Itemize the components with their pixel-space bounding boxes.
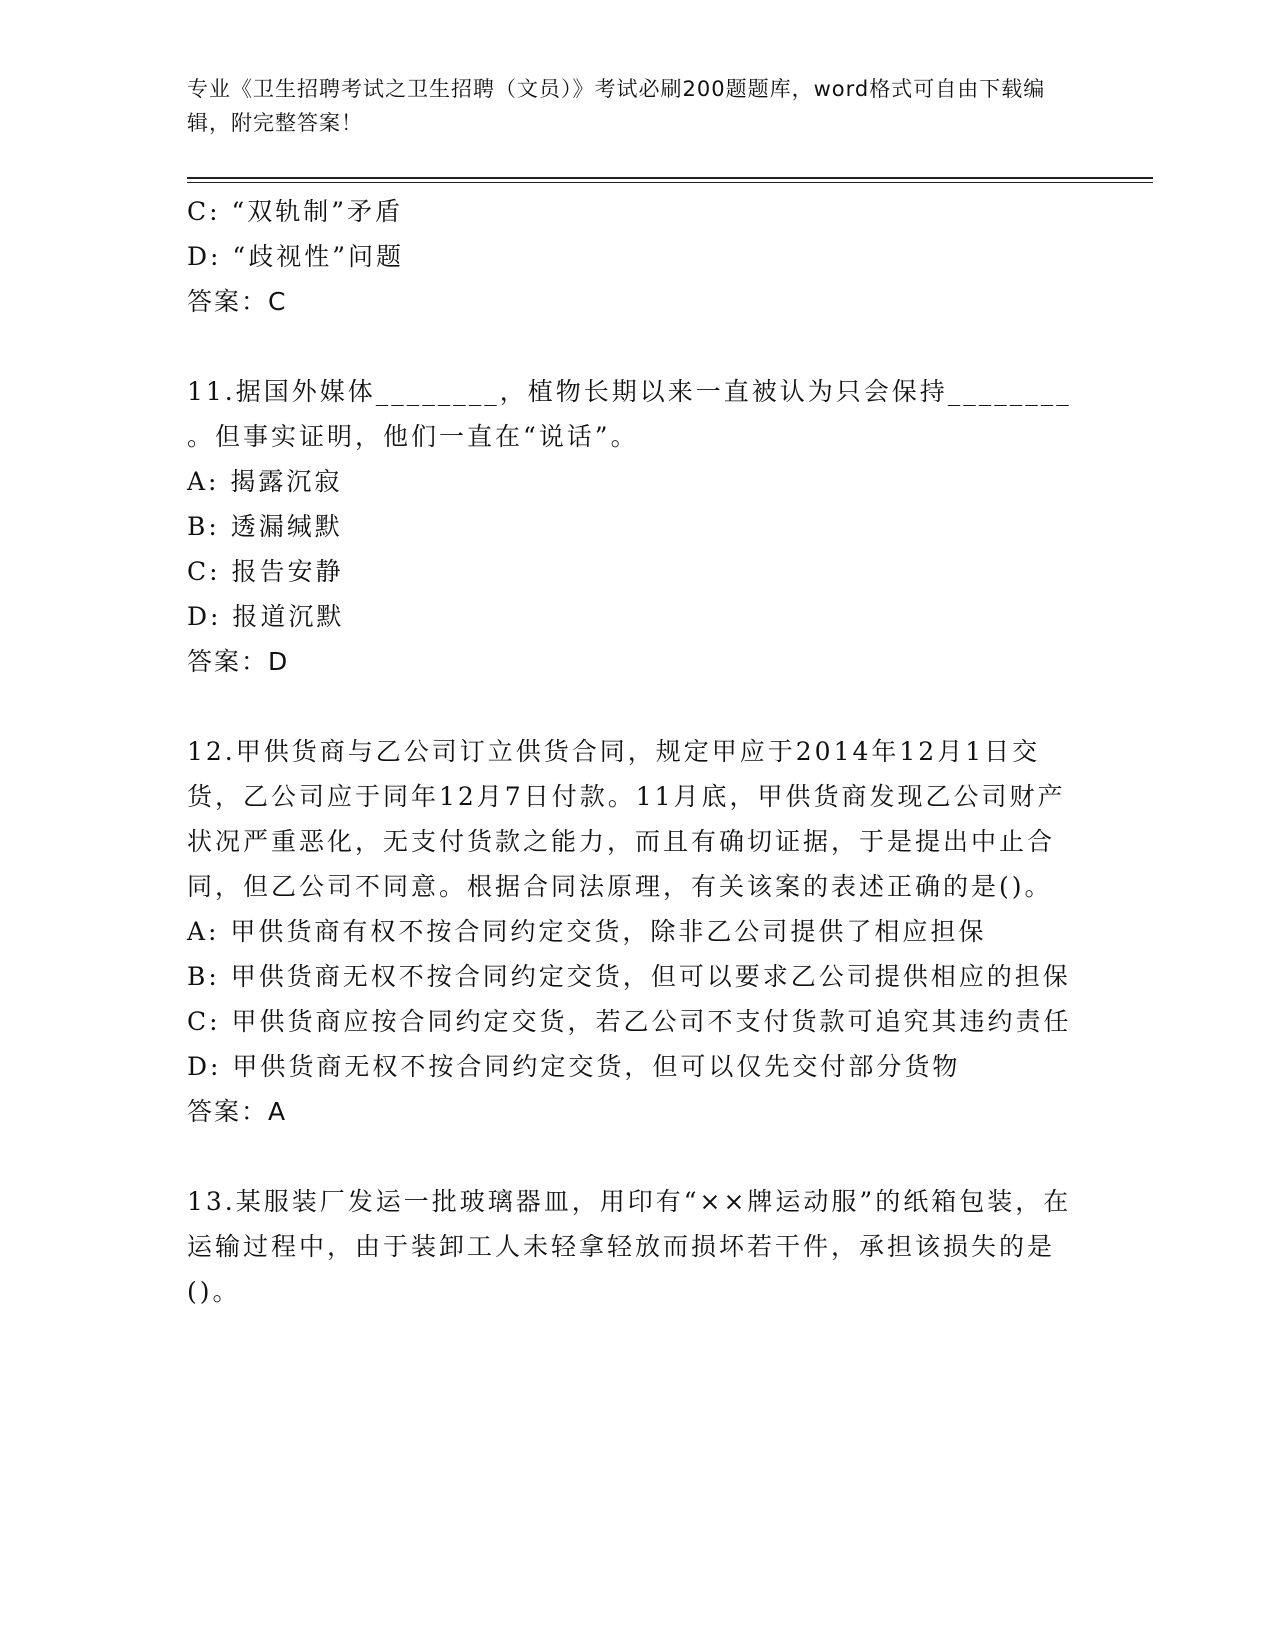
question-stem: 12.甲供货商与乙公司订立供货合同，规定甲应于2014年12月1日交货，乙公司应于同年12月7日付款。11月底，甲供货商发现乙公司财产状况严重恶化，无支付货款之能力，而且有确切证据，于是提出中止合同，但乙公司不同意。根据合同法原理，有关该案的表述正确的是()。 <box>187 737 1066 901</box>
option-a: A: 甲供货商有权不按合同约定交货，除非乙公司提供了相应担保 <box>187 917 987 946</box>
document-header: 专业《卫生招聘考试之卫生招聘（文员）》考试必刷200题题库，word格式可自由下载编辑，附完整答案！ <box>187 77 1046 135</box>
option-d: D: 报道沉默 <box>187 602 345 631</box>
question-13 <box>187 1179 1077 1314</box>
option-b: B: 透漏缄默 <box>187 512 343 541</box>
option-c: C: “双轨制”矛盾 <box>187 197 404 226</box>
question-11 <box>187 369 1077 684</box>
answer: 答案：A <box>187 1097 288 1126</box>
spacer <box>187 684 1077 729</box>
spacer <box>187 324 1077 369</box>
header-rule-thick <box>187 177 1153 179</box>
option-d: D: “歧视性”问题 <box>187 242 404 271</box>
header-rule-thin <box>187 182 1153 183</box>
option-d: D: 甲供货商无权不按合同约定交货，但可以仅先交付部分货物 <box>187 1052 961 1081</box>
question-stem: 13.某服装厂发运一批玻璃器皿，用印有“××牌运动服”的纸箱包装，在运输过程中，由于装卸工人未轻拿轻放而损坏若干件，承担该损失的是()。 <box>187 1187 1072 1306</box>
spacer <box>187 1134 1077 1179</box>
question-stem-continued: 。但事实证明，他们一直在“说话”。 <box>187 422 639 451</box>
option-c: C: 报告安静 <box>187 557 344 586</box>
answer: 答案：C <box>187 287 288 316</box>
question-10-remainder <box>187 189 1077 324</box>
option-a: A: 揭露沉寂 <box>187 467 343 496</box>
option-b: B: 甲供货商无权不按合同约定交货，但可以要求乙公司提供相应的担保 <box>187 962 1071 991</box>
option-c: C: 甲供货商应按合同约定交货，若乙公司不支付货款可追究其违约责任 <box>187 1007 1072 1036</box>
answer: 答案：D <box>187 647 290 676</box>
question-12 <box>187 729 1077 1134</box>
document-body <box>187 189 1077 1314</box>
question-stem: 11.据国外媒体________，植物长期以来一直被认为只会保持________ <box>187 377 1072 406</box>
